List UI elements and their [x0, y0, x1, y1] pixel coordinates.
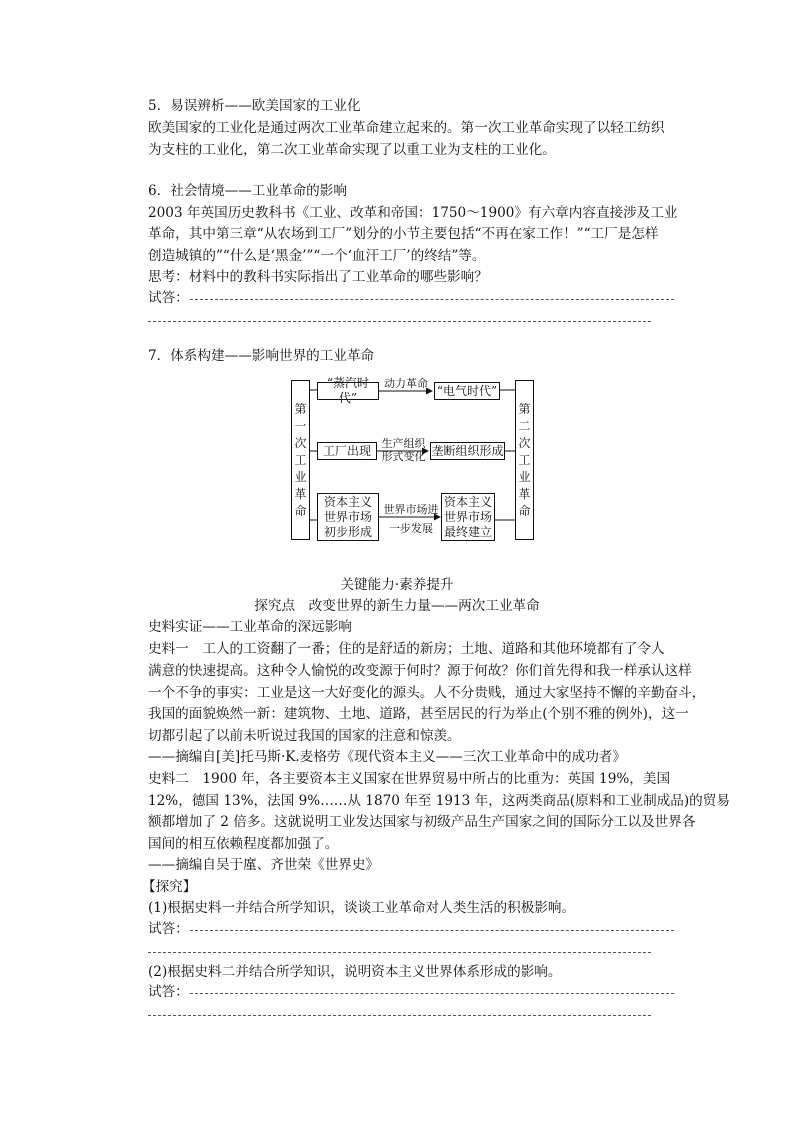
sec6-text-line1: 2003 年英国历史教科书《工业、改革和帝国：1750～1900》有六章内容直接涉及工业	[148, 205, 678, 221]
sec6-question: 思考：材料中的教科书实际指出了工业革命的哪些影响？	[148, 269, 488, 285]
right-col-char: 第	[518, 401, 531, 416]
production-organization-label	[377, 437, 430, 463]
second-industrial-revolution-column	[515, 380, 534, 540]
right-col-char: 命	[518, 503, 531, 518]
explore-heading: 【探究】	[142, 879, 197, 895]
section-subtitle: 探究点 改变世界的新生力量——两次工业革命	[254, 598, 540, 614]
first-industrial-revolution-column	[291, 380, 310, 540]
material1-line5: 切都引起了以前未听说过我国的国家的注意和惊羡。	[148, 728, 461, 744]
production-organization-line1: 生产组织	[381, 437, 426, 450]
electric-age-box: “电气时代”	[434, 382, 500, 400]
world-market-development-line1: 世界市场进	[383, 503, 439, 516]
q1-answer-line1[interactable]	[190, 930, 674, 931]
right-col-char: 工	[518, 452, 531, 467]
left-col-char: 一	[294, 418, 307, 433]
right-col-char: 次	[518, 435, 531, 450]
material2-line4: 国间的相互依赖程度都加强了。	[148, 836, 339, 852]
evidence-heading: 史料实证——工业革命的深远影响	[148, 619, 352, 635]
sec6-heading: 6．社会情境——工业革命的影响	[148, 183, 347, 199]
q1-answer-label: 试答：	[148, 921, 189, 937]
left-col-char: 业	[294, 469, 307, 484]
world-market-initial-line3: 初步形成	[323, 524, 372, 539]
world-market-development-label	[381, 503, 441, 535]
left-col-char: 工	[294, 452, 307, 467]
production-organization-line2: 形式变化	[381, 450, 426, 463]
material1-source: ——摘编自[美]托马斯·K.麦格劳《现代资本主义——三次工业革命中的成功者》	[148, 749, 626, 765]
sec5-heading: 5．易误辨析——欧美国家的工业化	[148, 98, 361, 114]
steam-age-box: “蒸汽时代”	[317, 382, 379, 400]
world-market-initial-box	[317, 493, 379, 541]
sec6-text-line3: 创造城镇的”“什么是‘黑金’”“一个‘血汗工厂’的终结”等。	[148, 248, 486, 264]
question-1: (1)根据史料一并结合所学知识，谈谈工业革命对人类生活的积极影响。	[148, 900, 576, 916]
world-market-initial-line1: 资本主义	[323, 494, 372, 509]
right-col-char: 二	[518, 418, 531, 433]
power-revolution-label: 动力革命	[384, 377, 428, 390]
sec5-paragraph-line1: 欧美国家的工业化是通过两次工业革命建立起来的。第一次工业革命实现了以轻工纺织	[148, 120, 665, 136]
world-market-final-box	[441, 493, 495, 541]
world-market-initial-line2: 世界市场	[323, 509, 372, 524]
material1-line4: 我国的面貌焕然一新：建筑物、土地、道路，甚至居民的行为举止(个别不雅的例外)，这一	[148, 706, 689, 722]
sec6-answer-label: 试答：	[148, 290, 189, 306]
material2-source: ——摘编自吴于廑、齐世荣《世界史》	[148, 857, 380, 873]
world-market-final-line3: 最终建立	[443, 524, 492, 539]
q2-answer-line1[interactable]	[190, 993, 674, 994]
diagram-connectors	[0, 0, 794, 560]
sec6-text-line2: 革命，其中第三章“从农场到工厂”划分的小节主要包括“不再在家工作！”“工厂是怎样	[148, 226, 659, 242]
right-col-char: 业	[518, 469, 531, 484]
sec5-paragraph-line2: 为支柱的工业化，第二次工业革命实现了以重工业为支柱的工业化。	[148, 142, 556, 158]
world-market-final-line1: 资本主义	[443, 494, 492, 509]
sec7-heading: 7．体系构建——影响世界的工业革命	[148, 348, 375, 364]
section-title: 关键能力·素养提升	[340, 577, 454, 593]
world-market-final-line2: 世界市场	[443, 509, 492, 524]
factory-emergence-box: 工厂出现	[317, 442, 377, 460]
left-col-char: 革	[294, 486, 307, 501]
q2-answer-line2[interactable]	[148, 1015, 651, 1016]
material2-line2: 12%，德国 13%，法国 9%……从 1870 年至 1913 年，这两类商品(原料和工业制成品)的贸易	[148, 793, 730, 809]
left-col-char: 第	[294, 401, 307, 416]
material1-line3: 一个不争的事实：工业是这一大好变化的源头。人不分贵贱，通过大家坚持不懈的辛勤奋斗，	[148, 685, 706, 701]
material2-line3: 额都增加了 2 倍多。这就说明工业发达国家与初级产品生产国家之间的国际分工以及世界各	[148, 814, 696, 830]
left-col-char: 命	[294, 503, 307, 518]
material1-line2: 满意的快速提高。这种令人愉悦的改变源于何时？源于何故？你们首先得和我一样承认这样	[148, 663, 692, 679]
left-col-char: 次	[294, 435, 307, 450]
q2-answer-label: 试答：	[148, 984, 189, 1000]
question-2: (2)根据史料二并结合所学知识，说明资本主义世界体系形成的影响。	[148, 964, 562, 980]
material1-line1: 史料一 工人的工资翻了一番；住的是舒适的新房；土地、道路和其他环境都有了令人	[148, 641, 665, 657]
material2-line1: 史料二 1900 年，各主要资本主义国家在世界贸易中所占的比重为：英国 19%，美国	[148, 771, 671, 787]
q1-answer-line2[interactable]	[148, 952, 651, 953]
monopoly-formation-box: 垄断组织形成	[430, 442, 505, 460]
world-market-development-line2: 一步发展	[389, 522, 433, 535]
right-col-char: 革	[518, 486, 531, 501]
